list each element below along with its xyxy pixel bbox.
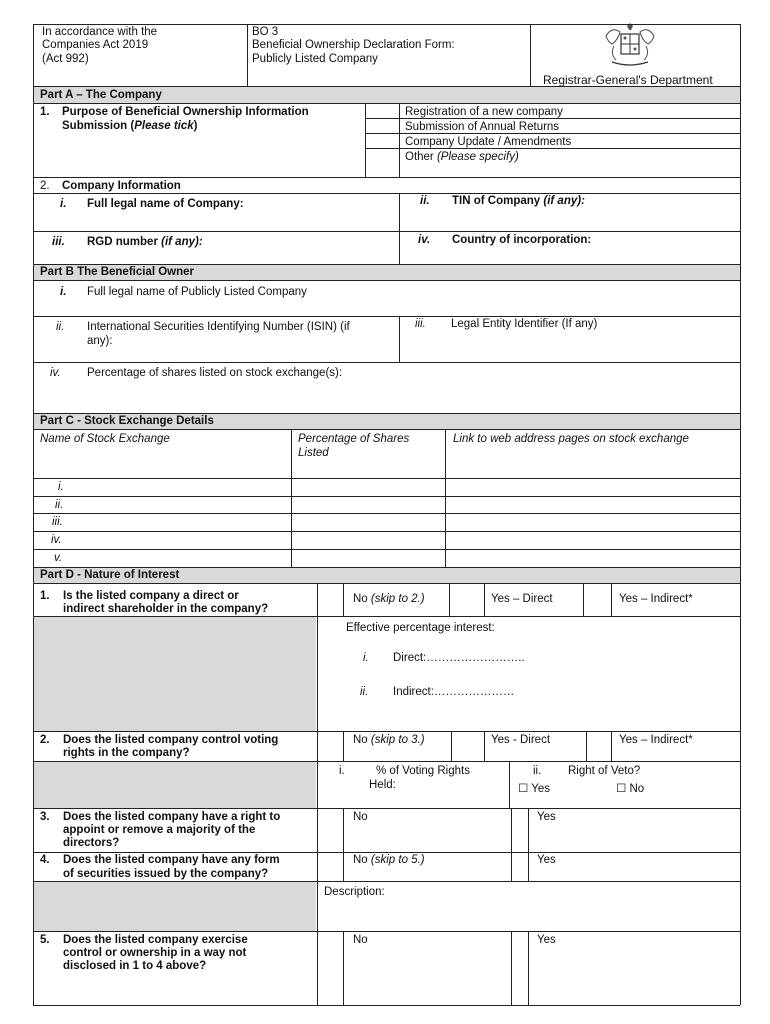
purpose-label-line1: Purpose of Beneficial Ownership Information [62,106,309,118]
row-number: v. [54,552,63,564]
q2-no-label: No (skip to 3.) [353,734,425,746]
pd-q2-number: 2. [40,734,50,746]
q1-number: 1. [40,106,50,118]
option-other: Other (Please specify) [405,151,519,163]
purpose-checkbox-company-update[interactable] [366,134,399,148]
description-label: Description: [324,886,385,898]
q3-yes-checkbox[interactable] [512,809,528,851]
voting-rights-label-line2: Held: [369,779,396,791]
q2-yes-indirect-label: Yes – Indirect* [619,734,693,746]
part-a-title: Part A – The Company [40,89,162,101]
q5-no-checkbox[interactable] [318,932,343,1004]
listed-company-name-field[interactable] [34,300,739,316]
q4-no-label: No (skip to 5.) [353,854,425,866]
pd-q3-line1: Does the listed company have a right to [63,811,281,823]
q5-yes-label: Yes [537,934,556,946]
pd-q3-line2: appoint or remove a majority of the [63,824,256,836]
col-percentage-shares-line2: Listed [298,447,329,459]
q3-no-checkbox[interactable] [318,809,343,851]
country-label: Country of incorporation: [452,234,592,246]
q2-yes-direct-label: Yes - Direct [491,734,551,746]
rgd-number-label: RGD number (if any): [87,236,203,248]
q2-number: 2. [40,180,50,192]
q1-yes-direct-label: Yes – Direct [491,593,553,605]
purpose-checkbox-other[interactable] [366,149,399,176]
option-company-update: Company Update / Amendments [405,136,572,148]
row-number: i. [58,481,64,493]
pd-q1-number: 1. [40,590,50,602]
country-number: iv. [418,234,431,246]
tin-field[interactable] [400,210,739,230]
col-stock-exchange-name: Name of Stock Exchange [40,433,170,445]
q4-yes-checkbox[interactable] [512,853,528,880]
direct-percentage-field[interactable]: Direct:…………………….. [393,652,525,664]
q4-no-checkbox[interactable] [318,853,343,880]
pd-q3-line3: directors? [63,837,120,849]
act-reference-line1: In accordance with the [42,26,158,38]
q5-no-label: No [353,934,368,946]
pd-q5-line3: disclosed in 1 to 4 above? [63,960,207,972]
direct-number: i. [363,652,369,664]
form-title-line1: Beneficial Ownership Declaration Form: [252,39,455,51]
veto-label: Right of Veto? [568,765,641,777]
lei-label: Legal Entity Identifier (If any) [451,318,598,330]
q4-yes-label: Yes [537,854,556,866]
veto-yes-checkbox[interactable]: ☐ Yes [518,783,551,795]
row-number: iii. [52,516,63,528]
col-web-address: Link to web address pages on stock exchange [453,433,689,445]
lei-number: iii. [415,318,426,330]
voting-rights-label-line1: % of Voting Rights [376,765,470,777]
q1-yes-indirect-checkbox[interactable] [584,584,611,615]
q2-yes-indirect-checkbox[interactable] [587,732,611,760]
purpose-checkbox-annual-returns[interactable] [366,119,399,133]
veto-number: ii. [533,765,542,777]
q3-yes-label: Yes [537,811,556,823]
company-name-field[interactable] [34,212,398,230]
row-number: ii. [55,499,64,511]
isin-number: ii. [56,321,65,333]
isin-label-line1: International Securities Identifying Number (ISIN) (if [87,321,350,333]
form-code: BO 3 [252,26,279,38]
part-d-title: Part D - Nature of Interest [40,569,180,581]
company-info-title: Company Information [62,180,181,192]
q3-no-label: No [353,811,368,823]
purpose-label-line2: Submission (Please tick) [62,120,198,132]
purpose-checkbox-new-company[interactable] [366,104,399,118]
country-field[interactable] [400,249,739,263]
department-name: Registrar-General's Department [543,73,713,87]
pd-q4-line1: Does the listed company have any form [63,854,280,866]
veto-no-checkbox[interactable]: ☐ No [616,783,645,795]
company-name-number: i. [60,198,67,210]
pd-q1-line2: indirect shareholder in the company? [63,603,269,615]
form-title-line2: Publicly Listed Company [252,53,378,65]
q1-yes-indirect-label: Yes – Indirect* [619,593,693,605]
rgd-number-field[interactable] [34,250,398,263]
pd-q4-line2: of securities issued by the company? [63,868,269,880]
part-b-title: Part B The Beneficial Owner [40,266,195,278]
lei-field[interactable] [400,333,739,361]
q2-no-checkbox[interactable] [318,732,343,760]
pd-q5-line2: control or ownership in a way not [63,947,247,959]
listed-company-name-number: i. [60,286,67,298]
company-name-label: Full legal name of Company: [87,198,244,210]
act-reference-line3: (Act 992) [42,53,89,65]
indirect-number: ii. [360,686,369,698]
isin-label-line2: any): [87,335,113,347]
percentage-listed-number: iv. [50,367,61,379]
voting-rights-number: i. [339,765,345,777]
option-new-company: Registration of a new company [405,106,563,118]
q1-no-label: No (skip to 2.) [353,593,425,605]
pd-q1-line1: Is the listed company a direct or [63,590,239,602]
rgd-number-number: iii. [52,236,65,248]
col-percentage-shares-line1: Percentage of Shares [298,433,410,445]
tin-number: ii. [420,195,430,207]
row-number: iv. [51,534,62,546]
pd-q5-number: 5. [40,934,50,946]
q1-no-checkbox[interactable] [318,584,343,615]
pd-q2-line2: rights in the company? [63,747,190,759]
act-reference-line2: Companies Act 2019 [42,39,149,51]
pd-q4-number: 4. [40,854,50,866]
part-c-title: Part C - Stock Exchange Details [40,415,214,427]
description-field[interactable] [318,900,739,930]
listed-company-name-label: Full legal name of Publicly Listed Company [87,286,307,298]
percentage-listed-label: Percentage of shares listed on stock exchange(s): [87,367,343,379]
q1-yes-direct-checkbox[interactable] [450,584,484,615]
tin-label: TIN of Company (if any): [452,195,585,207]
pd-q5-line1: Does the listed company exercise [63,934,248,946]
indirect-percentage-field[interactable]: Indirect:………………… [393,686,515,698]
option-annual-returns: Submission of Annual Returns [405,121,560,133]
pd-q2-line1: Does the listed company control voting [63,734,279,746]
q2-yes-direct-checkbox[interactable] [452,732,484,760]
pd-q3-number: 3. [40,811,50,823]
effective-percentage-label: Effective percentage interest: [346,622,495,634]
coat-of-arms-logo [598,22,662,72]
q5-yes-checkbox[interactable] [512,932,528,1004]
percentage-listed-field[interactable] [34,382,739,412]
